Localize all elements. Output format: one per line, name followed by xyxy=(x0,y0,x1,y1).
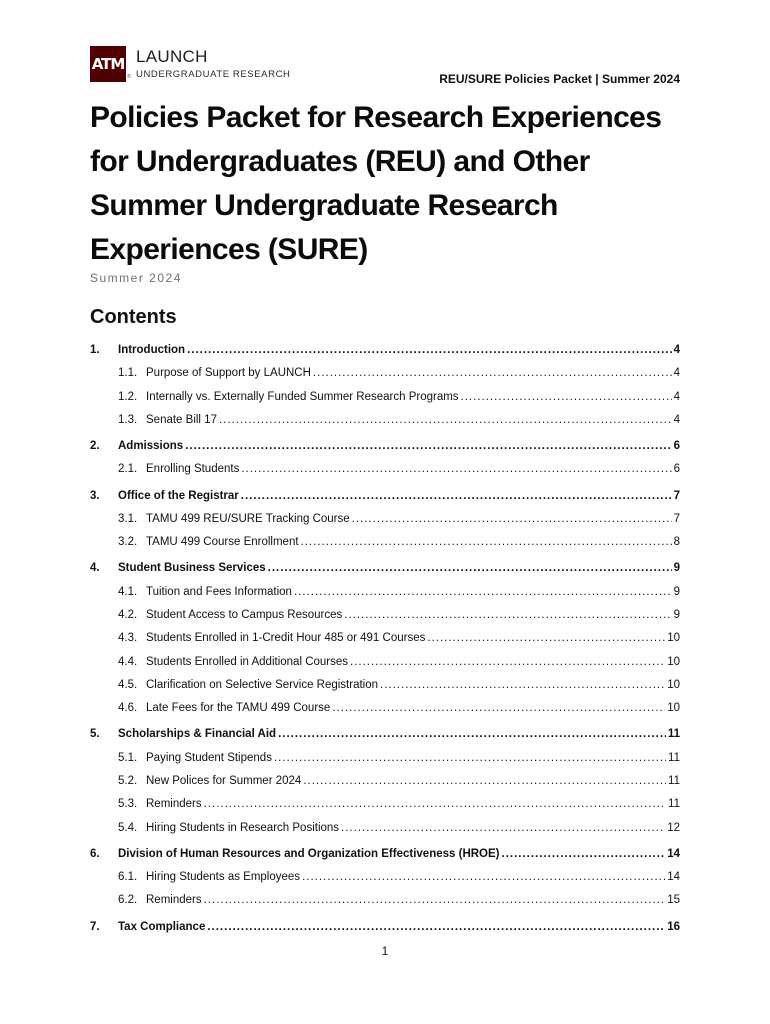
document-subtitle: Summer 2024 xyxy=(90,271,182,285)
toc-entry-title: TAMU 499 REU/SURE Tracking Course xyxy=(146,512,350,525)
toc-entry-page: 6 xyxy=(673,440,680,453)
toc-entry-title: Students Enrolled in 1-Credit Hour 485 or 491 Courses xyxy=(146,632,426,645)
toc-entry-page: 4 xyxy=(673,367,680,380)
toc-dot-leader xyxy=(302,871,665,883)
toc-entry-title: Hiring Students in Research Positions xyxy=(146,821,340,834)
toc-entry-number: 6.2. xyxy=(118,894,138,907)
toc-dot-leader xyxy=(294,586,672,598)
toc-entry-title: Tax Compliance xyxy=(118,920,206,933)
toc-entry-number: 5.2. xyxy=(118,775,138,787)
toc-entry-page: 7 xyxy=(673,512,680,525)
toc-entry-title: Reminders xyxy=(146,798,202,811)
toc-dot-leader xyxy=(461,391,672,403)
toc-entry-title: Scholarships & Financial Aid xyxy=(118,728,277,741)
toc-entry-title: Purpose of Support by LAUNCH xyxy=(146,367,311,380)
toc-entry-page: 11 xyxy=(668,751,680,764)
toc-entry-title: Tuition and Fees Information xyxy=(146,585,292,598)
toc-entry-title: Students Enrolled in Additional Courses xyxy=(146,655,349,668)
toc-entry-number: 2.1. xyxy=(118,463,138,476)
toc-dot-leader xyxy=(332,702,665,714)
toc-entry-number: 1.1. xyxy=(118,367,138,380)
toc-entry-number: 6.1. xyxy=(118,871,138,884)
toc-entry-title: Paying Student Stipends xyxy=(146,751,272,764)
toc-entry-title: Division of Human Resources and Organization Effectiveness (HROE) xyxy=(118,847,500,860)
toc-entry-page: 6 xyxy=(673,463,680,476)
toc-entry-title: Office of the Registrar xyxy=(118,489,239,502)
toc-entry-number: 3. xyxy=(90,489,100,502)
toc-entry-title: Late Fees for the TAMU 499 Course xyxy=(146,702,331,715)
toc-dot-leader xyxy=(380,679,665,691)
toc-entry-page: 4 xyxy=(673,413,680,426)
toc-entry-page: 11 xyxy=(668,775,680,787)
toc-entry-page: 10 xyxy=(667,632,680,645)
toc-entry-number: 4.1. xyxy=(118,585,138,598)
toc-entry-number: 4.5. xyxy=(118,678,138,691)
toc-dot-leader xyxy=(219,414,672,426)
toc-entry-page: 7 xyxy=(673,489,680,502)
toc-entry-page: 14 xyxy=(667,847,680,860)
toc-entry-title: Internally vs. Externally Funded Summer Research Programs xyxy=(146,390,459,403)
toc-entry-title: Hiring Students as Employees xyxy=(146,871,301,884)
toc-dot-leader xyxy=(301,536,672,548)
toc-entry-title: Enrolling Students xyxy=(146,463,240,476)
toc-dot-leader xyxy=(313,367,672,379)
toc-entry-page: 9 xyxy=(673,585,680,598)
toc-entry-page: 10 xyxy=(667,702,680,715)
toc-dot-leader xyxy=(185,440,671,452)
toc-dot-leader xyxy=(427,632,665,644)
toc-dot-leader xyxy=(207,921,665,933)
toc-entry-number: 7. xyxy=(90,920,100,933)
toc-entry-number: 4.3. xyxy=(118,632,138,645)
page-number: 1 xyxy=(381,944,389,958)
toc-entry-number: 3.2. xyxy=(118,536,138,549)
toc-entry-page: 4 xyxy=(673,344,680,356)
toc-dot-leader xyxy=(274,752,666,764)
toc-entry-number: 5.4. xyxy=(118,821,138,834)
toc-entry-page: 11 xyxy=(668,798,680,811)
toc-entry-page: 16 xyxy=(667,920,680,933)
toc-dot-leader xyxy=(502,848,666,860)
toc-dot-leader xyxy=(204,894,666,906)
toc-dot-leader xyxy=(278,728,666,740)
toc-dot-leader xyxy=(187,344,672,356)
toc-entry-page: 11 xyxy=(667,728,680,741)
launch-logo xyxy=(90,46,291,82)
toc-entry-page: 14 xyxy=(667,871,680,884)
logo-subtitle: UNDERGRADUATE RESEARCH xyxy=(136,69,291,80)
toc-dot-leader xyxy=(241,490,672,502)
toc-entry-page: 9 xyxy=(673,609,680,621)
running-header: REU/SURE Policies Packet | Summer 2024 xyxy=(439,72,680,86)
toc-dot-leader xyxy=(303,775,666,787)
contents-heading: Contents xyxy=(90,306,177,328)
toc-entry-number: 1.3. xyxy=(118,413,138,426)
toc-entry-number: 2. xyxy=(90,440,100,453)
toc-entry-number: 4. xyxy=(90,562,100,575)
toc-entry-title: Reminders xyxy=(146,894,202,907)
toc-dot-leader xyxy=(352,513,672,525)
toc-entry-number: 5. xyxy=(90,728,100,741)
toc-entry-number: 3.1. xyxy=(118,512,138,525)
toc-entry-title: Senate Bill 17 xyxy=(146,413,217,426)
toc-entry-page: 10 xyxy=(667,655,680,668)
toc-entry-title: New Polices for Summer 2024 xyxy=(146,775,302,787)
toc-entry-number: 5.1. xyxy=(118,751,138,764)
toc-entry-page: 15 xyxy=(667,894,680,907)
toc-entry-number: 4.6. xyxy=(118,702,138,715)
toc-dot-leader xyxy=(241,463,671,475)
toc-entry-title: Admissions xyxy=(118,440,184,453)
trademark-mark: ® xyxy=(127,74,131,80)
toc-entry-page: 4 xyxy=(673,390,680,403)
toc-entry-title: Clarification on Selective Service Registration xyxy=(146,678,379,691)
document-title: Policies Packet for Research Experiences for Undergraduates (REU) and Other Summer Undergraduate Research Experiences (SURE) xyxy=(90,101,662,266)
toc-dot-leader xyxy=(268,562,672,574)
toc-dot-leader xyxy=(341,822,665,834)
toc-entry-page: 12 xyxy=(667,821,680,834)
toc-entry-number: 6. xyxy=(90,847,100,860)
toc-entry-page: 9 xyxy=(673,562,680,575)
atm-emblem-icon: ATM xyxy=(90,46,126,82)
toc-entry-number: 1.2. xyxy=(118,390,138,403)
toc-entry-page: 8 xyxy=(673,536,680,549)
toc-entry-number: 4.2. xyxy=(118,609,138,621)
logo-wordmark: LAUNCH xyxy=(136,47,208,66)
toc-dot-leader xyxy=(204,798,666,810)
toc-dot-leader xyxy=(344,609,671,621)
toc-entry-title: Student Access to Campus Resources xyxy=(146,609,343,621)
toc-entry-page: 10 xyxy=(667,678,680,691)
toc-entry-title: TAMU 499 Course Enrollment xyxy=(146,536,299,549)
toc-entry-number: 1. xyxy=(90,344,100,356)
toc-dot-leader xyxy=(350,656,665,668)
toc-entry-title: Introduction xyxy=(118,344,186,356)
toc-entry-number: 5.3. xyxy=(118,798,138,811)
toc-entry-number: 4.4. xyxy=(118,655,138,668)
toc-entry-title: Student Business Services xyxy=(118,562,266,575)
